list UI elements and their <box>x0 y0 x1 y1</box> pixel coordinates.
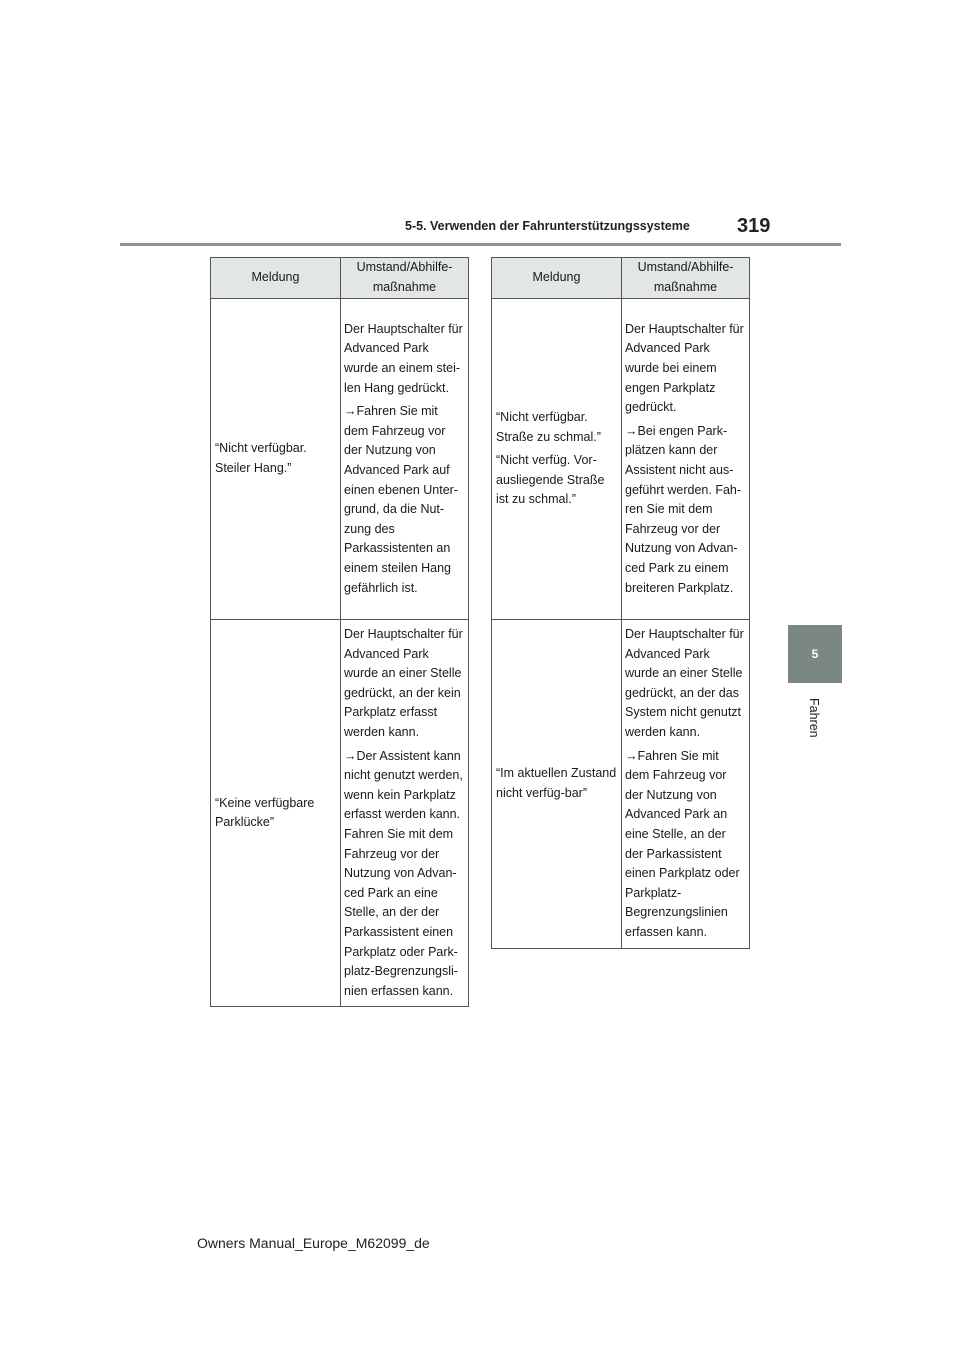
remedy-cell <box>341 299 469 620</box>
message-table-right <box>491 257 750 949</box>
message-line: “Nicht verfüg. Vor-ausliegende Straße ist zu schmal.” <box>496 453 605 507</box>
message-cell: “Nicht verfügbar. Steiler Hang.” <box>211 299 341 620</box>
remedy-text: →Bei engen Park-plätzen kann der Assistent nicht aus-geführt werden. Fah-ren Sie mit dem Fahrzeug vor der Nutzung von Advan-ced Park zu einem breiteren Parkplatz. <box>625 423 742 595</box>
chapter-label: Fahren <box>807 698 821 738</box>
message-cell: “Keine verfügbare Parklücke” <box>211 620 341 1007</box>
cause-text: Der Hauptschalter für Advanced Park wurde bei einem engen Parkplatz gedrückt. <box>625 321 744 415</box>
message-cell: “Im aktuellen Zustand nicht verfüg-bar” <box>492 620 622 949</box>
table-header-row <box>492 258 750 299</box>
column-header-message: Meldung <box>211 258 341 299</box>
remedy-cell <box>622 620 750 949</box>
remedy-text: →Fahren Sie mit dem Fahrzeug vor der Nutzung von Advanced Park auf einen ebenen Unter-grund, da die Nut-zung des Parkassistenten an einem steilen Hang gefährlich ist. <box>344 404 458 595</box>
remedy-text: →Fahren Sie mit dem Fahrzeug vor der Nutzung von Advanced Park an eine Stelle, an der der Parkassistent einen Parkplatz oder Parkplatz-Begrenzungslinien erfassen kann. <box>625 748 740 939</box>
header-divider <box>120 243 841 246</box>
remedy-text: →Der Assistent kann nicht genutzt werden, wenn kein Parkplatz erfasst werden kann. Fahren Sie mit dem Fahrzeug vor der Nutzung von Advan-ced Park an eine Stelle, an der der Parkassistent einen Parkplatz oder Park-platz-Begrenzungsli-nien erfassen kann. <box>344 748 463 998</box>
column-header-remedy: Umstand/Abhilfe- maßnahme <box>341 258 469 299</box>
table-row <box>492 620 750 949</box>
cause-text: Der Hauptschalter für Advanced Park wurde an einem stei-len Hang gedrückt. <box>344 321 463 395</box>
column-header-remedy: Umstand/Abhilfe- maßnahme <box>622 258 750 299</box>
column-header-message: Meldung <box>492 258 622 299</box>
cause-text: Der Hauptschalter für Advanced Park wurde an einer Stelle gedrückt, an der das System nicht genutzt werden kann. <box>625 627 744 739</box>
document-id: Owners Manual_Europe_M62099_de <box>197 1235 430 1251</box>
message-cell <box>492 299 622 620</box>
table-row <box>492 299 750 620</box>
cause-text: Der Hauptschalter für Advanced Park wurde an einer Stelle gedrückt, an der kein Parkplatz erfasst werden kann. <box>344 627 463 739</box>
chapter-tab[interactable] <box>788 625 842 683</box>
remedy-cell <box>622 299 750 620</box>
chapter-number: 5 <box>811 647 819 661</box>
message-line: “Nicht verfügbar. Straße zu schmal.” <box>496 410 601 444</box>
table-row <box>211 299 469 620</box>
page-number: 319 <box>737 215 771 237</box>
section-title: 5-5. Verwenden der Fahrunterstützungssysteme <box>405 219 690 233</box>
table-row <box>211 620 469 1007</box>
message-table-left <box>210 257 469 1007</box>
table-header-row <box>211 258 469 299</box>
remedy-cell <box>341 620 469 1007</box>
